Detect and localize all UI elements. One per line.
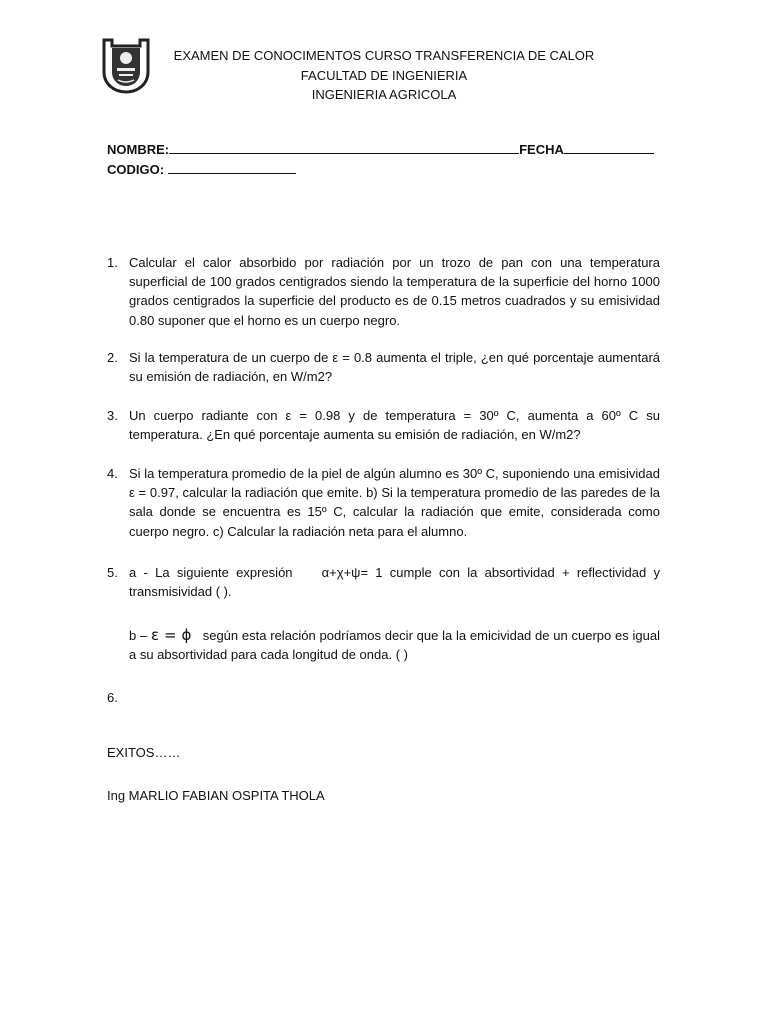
closing-exitos: EXITOS…… bbox=[107, 745, 181, 760]
nombre-field[interactable] bbox=[169, 141, 519, 154]
question-number: 3. bbox=[107, 408, 118, 423]
header-faculty: FACULTAD DE INGENIERIA bbox=[300, 67, 468, 83]
header-program: INGENIERIA AGRICOLA bbox=[311, 87, 457, 102]
q5b-prefix: b – bbox=[129, 628, 148, 643]
question-4 bbox=[107, 464, 660, 541]
question-5a-text bbox=[129, 563, 660, 601]
question-2 bbox=[107, 348, 660, 386]
q5a-suffix: = 1 cumple con la absortividad + reflectividad y transmisividad ( ). bbox=[129, 565, 660, 600]
q5b-formula: ε = ϕ bbox=[151, 626, 192, 644]
question-5b-text bbox=[129, 626, 660, 664]
question-number: 6. bbox=[107, 690, 118, 705]
question-3 bbox=[107, 406, 660, 444]
question-1 bbox=[107, 253, 660, 330]
question-number: 5. bbox=[107, 565, 118, 580]
name-date-row bbox=[107, 141, 654, 157]
nombre-label: NOMBRE: bbox=[107, 142, 170, 157]
fecha-label: FECHA bbox=[519, 142, 564, 157]
question-5b bbox=[107, 626, 660, 664]
question-number: 4. bbox=[107, 466, 118, 481]
question-5 bbox=[107, 563, 660, 601]
q5a-formula: α+χ+ψ bbox=[321, 565, 361, 580]
question-text: Un cuerpo radiante con ε = 0.98 y de temperatura = 30º C, aumenta a 60º C su temperatura. ¿En qué porcentaje aumenta su emisión de radiación, en W/m2? bbox=[129, 408, 660, 443]
instructor-signature: Ing MARLIO FABIAN OSPITA THOLA bbox=[107, 788, 325, 803]
question-text: Si la temperatura promedio de la piel de algún alumno es 30º C, suponiendo una emisividad ε = 0.97, calcular la radiación que emite. b) Si la temperatura promedio de las paredes de la sala donde se encuentra es 15º C, calcular la radiación que emite, considerada como cuerpo negro. c) Calcular la radiación neta para el alumno. bbox=[129, 466, 660, 539]
fecha-field[interactable] bbox=[564, 141, 654, 154]
codigo-row bbox=[107, 161, 296, 177]
university-shield-icon bbox=[100, 38, 152, 94]
codigo-field[interactable] bbox=[168, 161, 296, 174]
codigo-label: CODIGO: bbox=[107, 162, 165, 177]
q5b-suffix: según esta relación podríamos decir que la la emicividad de un cuerpo es igual a su absortividad para cada longitud de onda. ( ) bbox=[129, 628, 660, 663]
question-text: Calcular el calor absorbido por radiación por un trozo de pan con una temperatura superficial de 100 grados centigrados siendo la temperatura de la superficie del horno 1000 grados centigrados la superficie del producto es de 0.15 metros cuadrados y su emisividad 0.80 suponer que el horno es un cuerpo negro. bbox=[129, 255, 660, 328]
question-text: Si la temperatura de un cuerpo de ε = 0.8 aumenta el triple, ¿en qué porcentaje aumentará su emisión de radiación, en W/m2? bbox=[129, 350, 660, 385]
header-title: EXAMEN DE CONOCIMENTOS CURSO TRANSFERENCIA DE CALOR bbox=[173, 48, 595, 63]
question-number: 2. bbox=[107, 350, 118, 365]
question-number: 1. bbox=[107, 255, 118, 270]
exam-header bbox=[150, 46, 618, 105]
q5a-prefix: a - La siguiente expresión bbox=[129, 565, 293, 580]
